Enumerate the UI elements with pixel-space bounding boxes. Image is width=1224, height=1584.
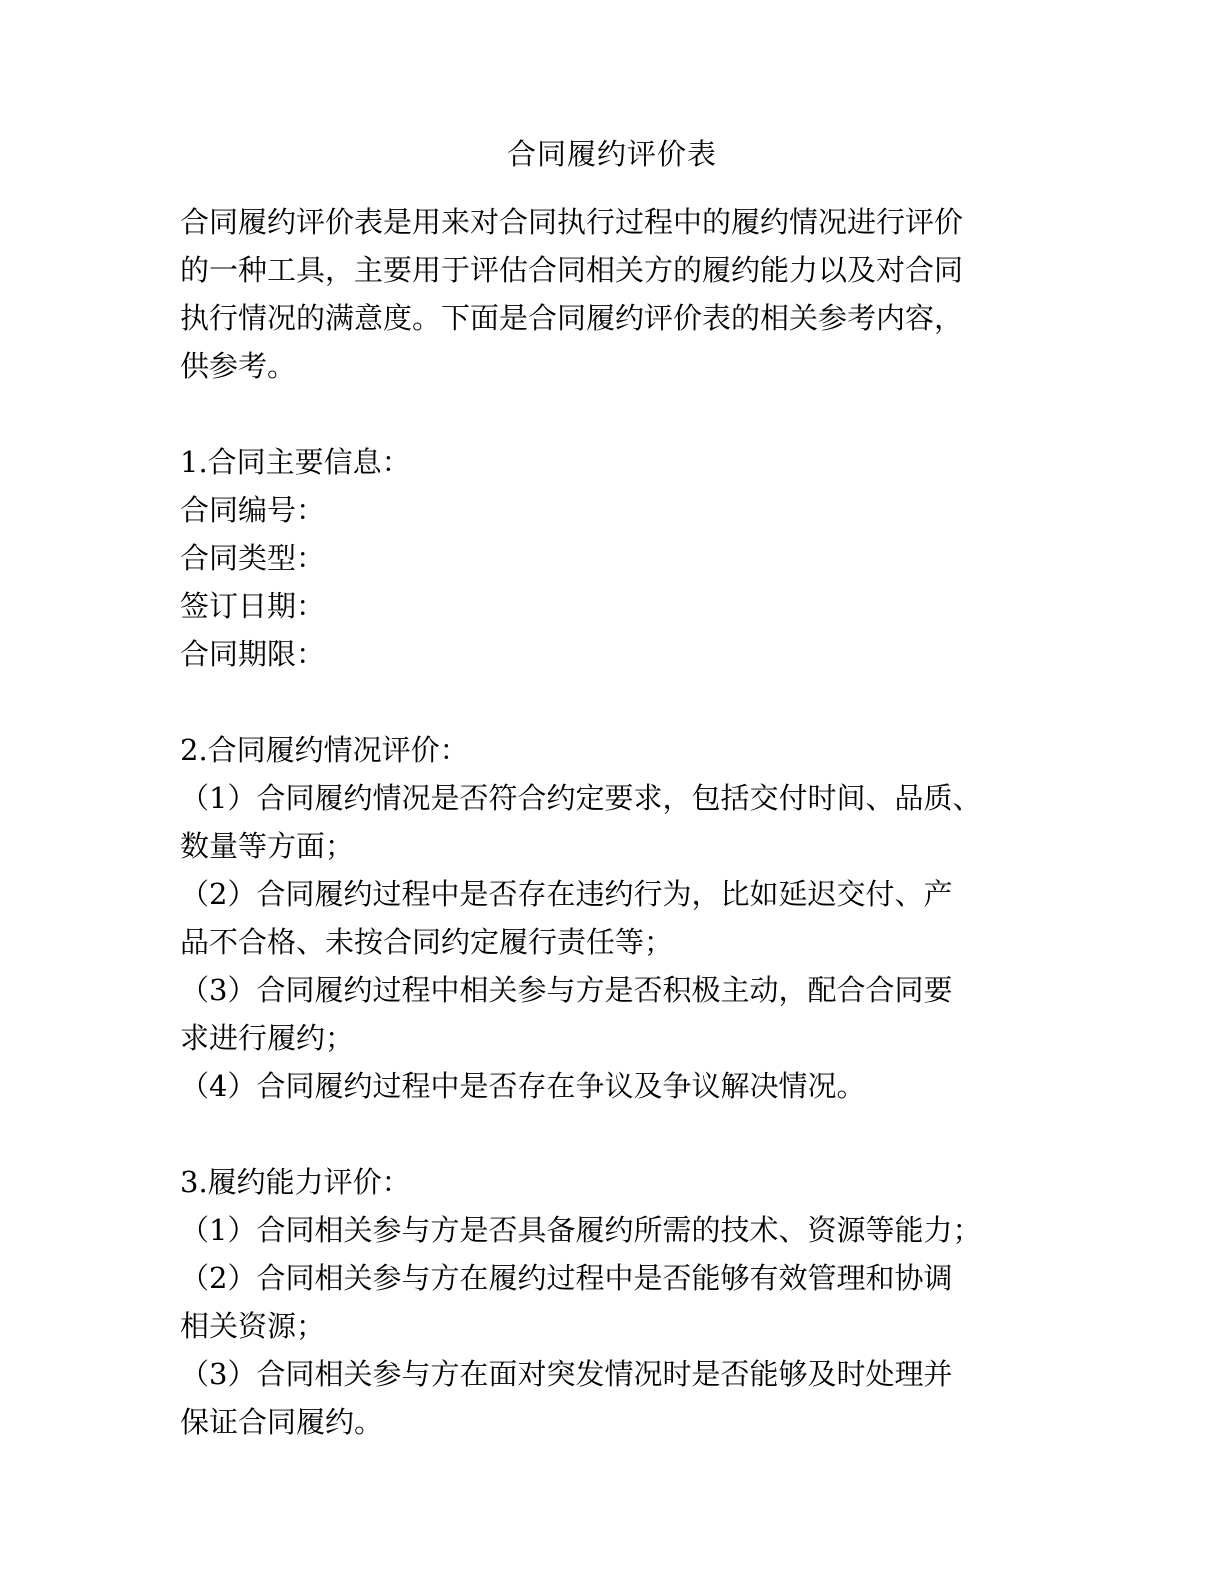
intro-line: 的一种工具，主要用于评估合同相关方的履约能力以及对合同 bbox=[180, 253, 964, 287]
list-line: 数量等方面； bbox=[180, 829, 355, 863]
blank-line bbox=[180, 390, 1060, 438]
section-heading: 2.合同履约情况评价： bbox=[180, 733, 469, 767]
list-line: （1）合同相关参与方是否具备履约所需的技术、资源等能力； bbox=[180, 1213, 982, 1247]
intro-line: 执行情况的满意度。下面是合同履约评价表的相关参考内容， bbox=[180, 301, 964, 335]
list-line: 保证合同履约。 bbox=[180, 1405, 384, 1439]
blank-line bbox=[180, 1110, 1060, 1158]
field-contract-type: 合同类型： bbox=[180, 541, 326, 575]
list-line: （1）合同履约情况是否符合约定要求，包括交付时间、品质、 bbox=[180, 781, 982, 815]
list-line: （3）合同履约过程中相关参与方是否积极主动，配合合同要 bbox=[180, 973, 953, 1007]
section-heading: 1.合同主要信息： bbox=[180, 445, 411, 479]
intro-line: 供参考。 bbox=[180, 349, 297, 383]
list-line: 求进行履约； bbox=[180, 1021, 355, 1055]
list-line: （4）合同履约过程中是否存在争议及争议解决情况。 bbox=[180, 1069, 866, 1103]
section-contract-info bbox=[180, 438, 1060, 678]
section-capability-evaluation bbox=[180, 1158, 1060, 1446]
field-contract-number: 合同编号： bbox=[180, 493, 326, 527]
section-performance-evaluation bbox=[180, 726, 1060, 1110]
document-title: 合同履约评价表 bbox=[506, 137, 717, 171]
intro-paragraph bbox=[180, 198, 1060, 390]
list-line: （3）合同相关参与方在面对突发情况时是否能够及时处理并 bbox=[180, 1357, 953, 1391]
section-heading: 3.履约能力评价： bbox=[180, 1165, 411, 1199]
field-signing-date: 签订日期： bbox=[180, 589, 326, 623]
list-line: （2）合同履约过程中是否存在违约行为，比如延迟交付、产 bbox=[180, 877, 953, 911]
intro-line: 合同履约评价表是用来对合同执行过程中的履约情况进行评价 bbox=[180, 205, 964, 239]
list-line: （2）合同相关参与方在履约过程中是否能够有效管理和协调 bbox=[180, 1261, 953, 1295]
field-contract-term: 合同期限： bbox=[180, 637, 326, 671]
document-body bbox=[180, 198, 1060, 1446]
blank-line bbox=[180, 678, 1060, 726]
list-line: 品不合格、未按合同约定履行责任等； bbox=[180, 925, 674, 959]
list-line: 相关资源； bbox=[180, 1309, 326, 1343]
